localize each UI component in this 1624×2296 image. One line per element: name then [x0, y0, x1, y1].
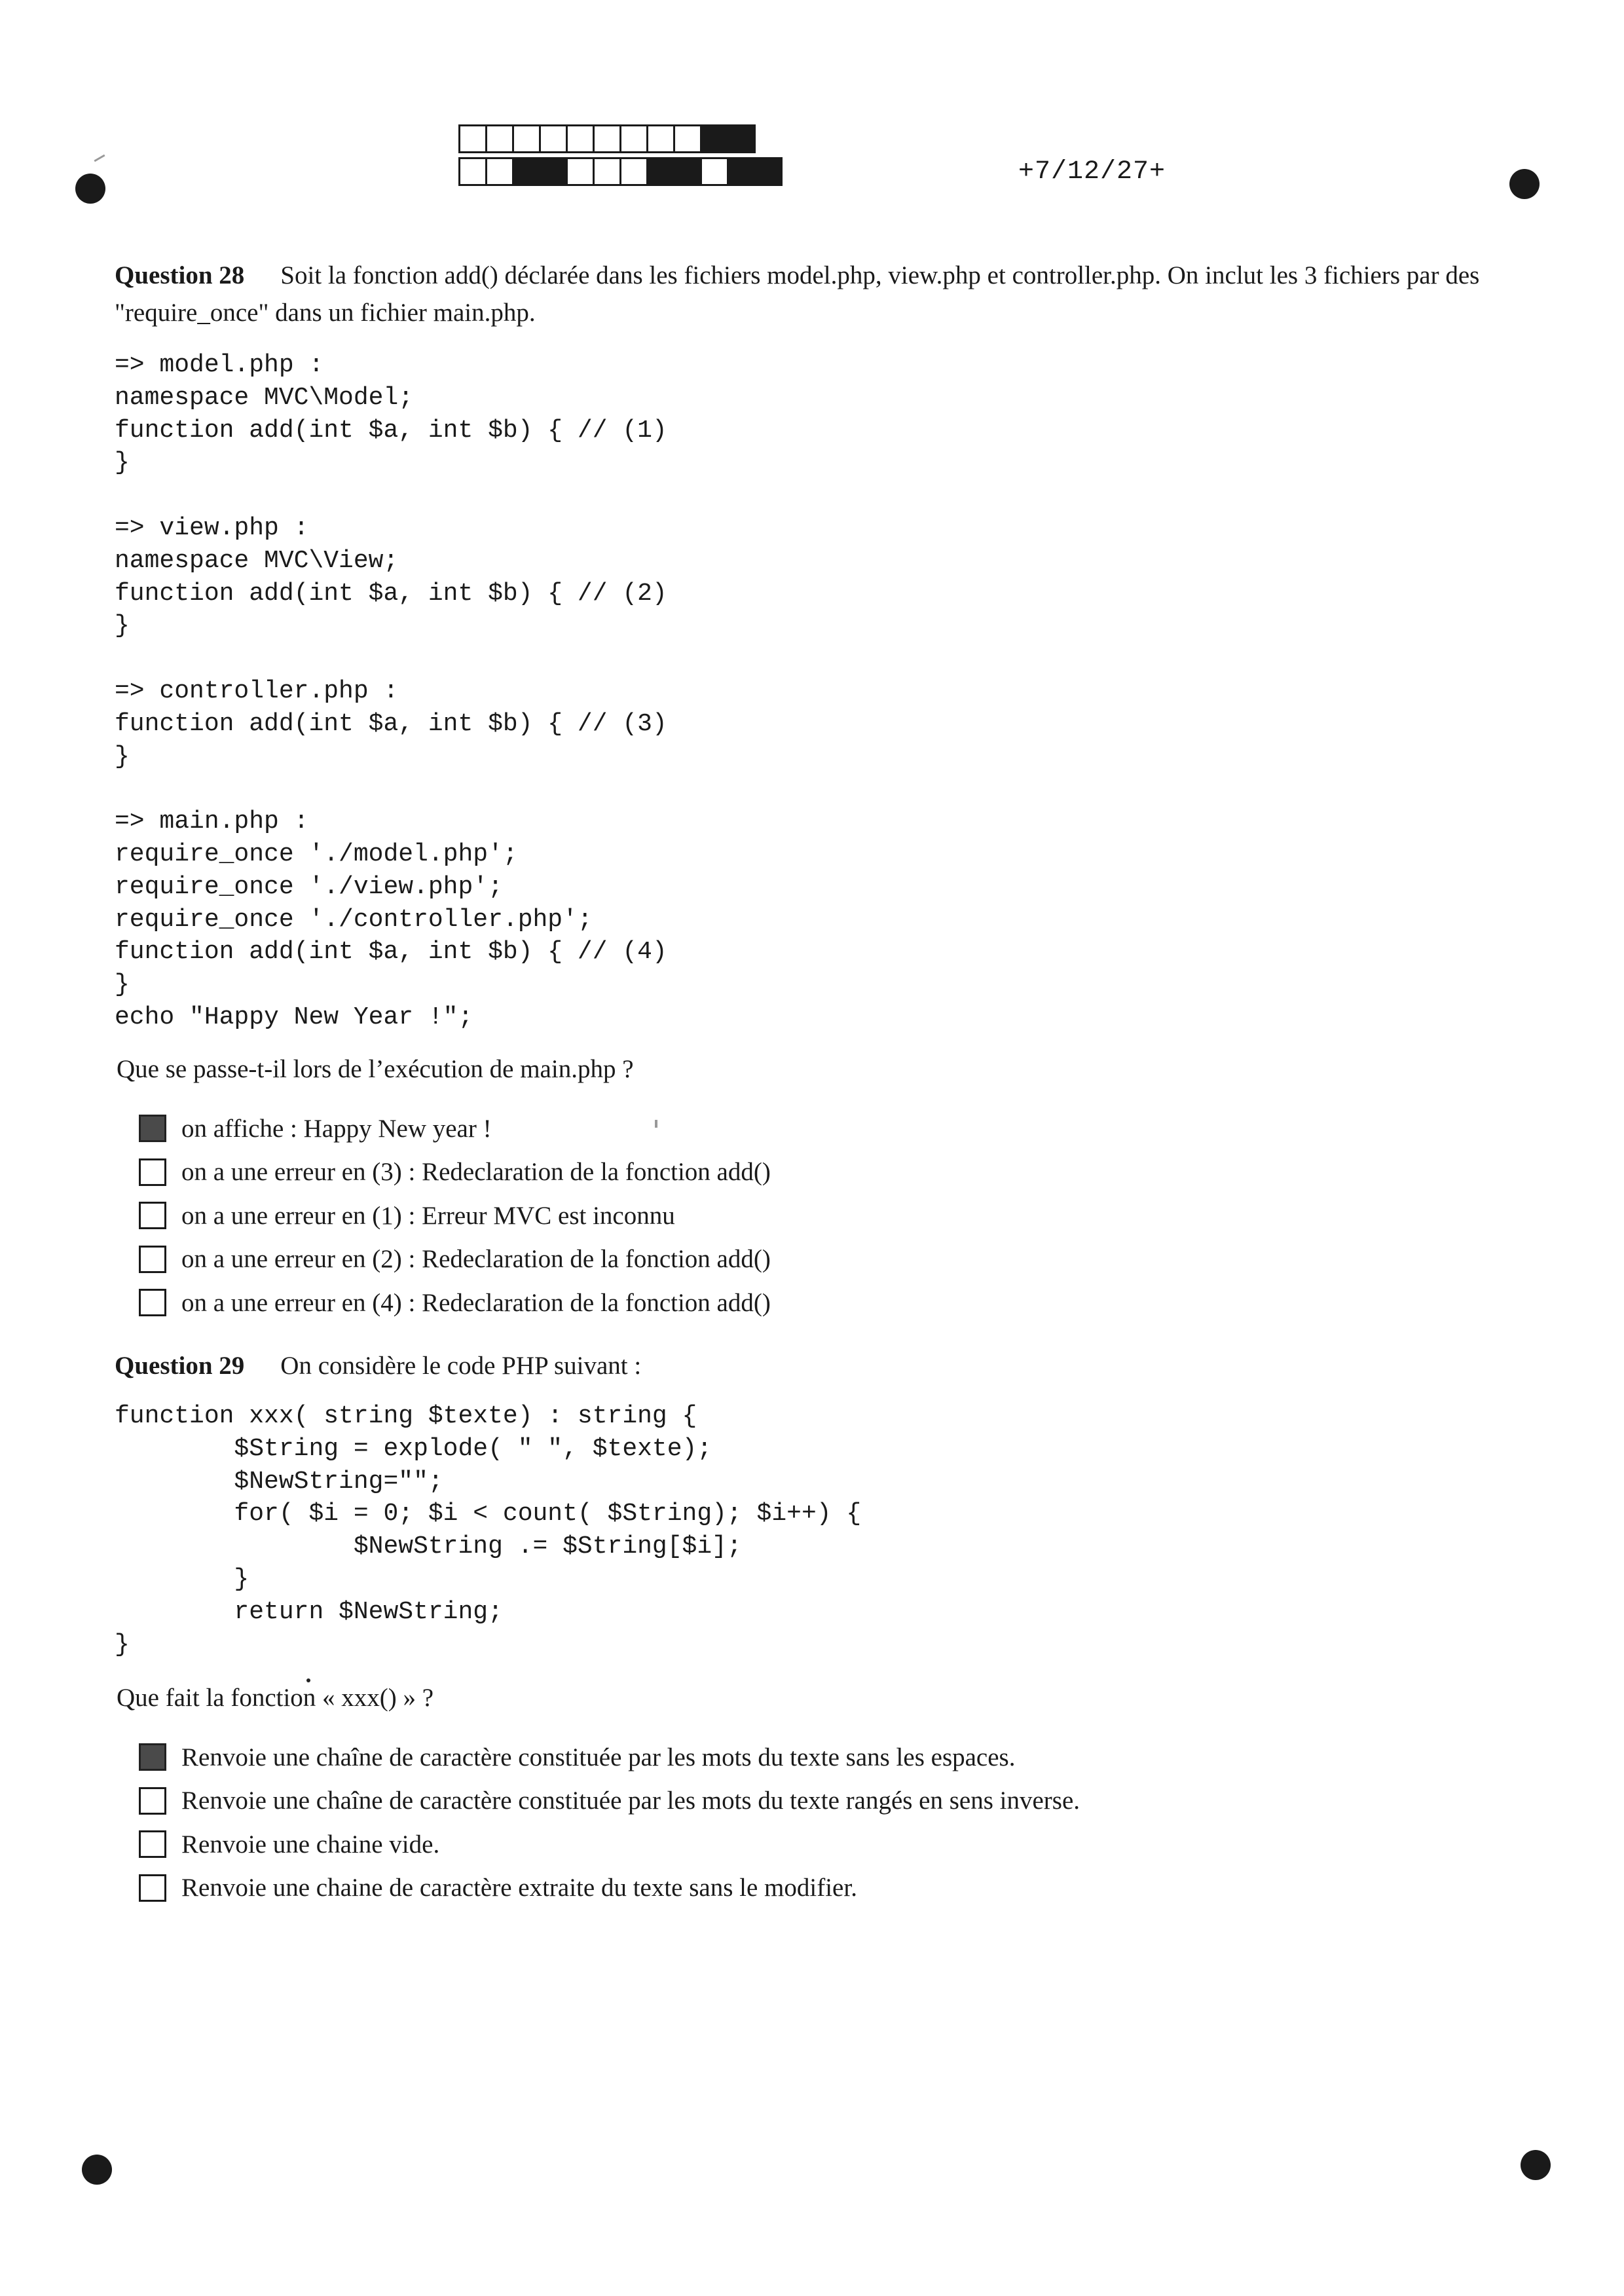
code-line: function add(int $a, int $b) { // (3)	[115, 709, 667, 738]
barcode-cell	[727, 157, 756, 186]
checkbox-checked[interactable]	[139, 1115, 166, 1142]
barcode-cell	[566, 124, 595, 153]
code-line	[115, 479, 667, 512]
code-line: namespace MVC\Model;	[115, 383, 414, 412]
code-line: }	[115, 742, 130, 771]
barcode-cell	[512, 124, 541, 153]
registration-mark-bottom-right	[1521, 2150, 1551, 2180]
question-28-header	[115, 257, 1516, 331]
registration-mark-bottom-left	[82, 2155, 112, 2185]
code-line: => main.php :	[115, 807, 309, 836]
checkbox[interactable]	[139, 1246, 166, 1273]
barcode-cell	[593, 124, 621, 153]
barcode-cell	[700, 124, 729, 153]
answer-option[interactable]	[139, 1735, 1080, 1779]
code-line: $NewString .= $String[$i];	[115, 1532, 742, 1561]
code-line: }	[115, 1565, 249, 1593]
checkbox[interactable]	[139, 1202, 166, 1229]
barcode-top	[458, 124, 754, 153]
code-line: => view.php :	[115, 513, 309, 542]
code-line: => controller.php :	[115, 676, 399, 705]
answer-option[interactable]	[139, 1238, 771, 1282]
answer-option[interactable]	[139, 1866, 1080, 1910]
q28-answer-options	[139, 1107, 771, 1325]
barcode-cell	[754, 157, 783, 186]
question-intro: Soit la fonction add() déclarée dans les fichiers model.php, view.php et controller.php. On inclut les 3 fichiers par des "require_once" dans un fichier main.php.	[115, 261, 1480, 327]
code-line: }	[115, 449, 130, 477]
code-line: return $NewString;	[115, 1597, 503, 1626]
barcode-cell	[619, 124, 648, 153]
answer-option-label: on a une erreur en (2) : Redeclaration de la fonction add()	[181, 1245, 771, 1274]
code-line: require_once './controller.php';	[115, 905, 593, 934]
barcode-cell	[539, 124, 568, 153]
barcode-cell	[593, 157, 621, 186]
answer-option-label: Renvoie une chaine vide.	[181, 1830, 440, 1859]
scan-speck	[655, 1120, 657, 1128]
registration-mark-top-left	[75, 174, 105, 204]
barcode-cell	[700, 157, 729, 186]
answer-option[interactable]	[139, 1779, 1080, 1823]
code-line: echo "Happy New Year !";	[115, 1003, 473, 1031]
code-line: for( $i = 0; $i < count( $String); $i++) {	[115, 1500, 862, 1528]
code-line: }	[115, 612, 130, 640]
barcode-cell	[539, 157, 568, 186]
answer-option-label: Renvoie une chaine de caractère extraite du texte sans le modifier.	[181, 1874, 857, 1902]
scan-speck	[306, 1678, 310, 1682]
code-line: namespace MVC\View;	[115, 546, 399, 575]
barcode-cell	[458, 124, 487, 153]
answer-option[interactable]	[139, 1823, 1080, 1866]
answer-option[interactable]	[139, 1281, 771, 1325]
barcode-cell	[673, 157, 702, 186]
barcode-cell	[646, 157, 675, 186]
checkbox-checked[interactable]	[139, 1743, 166, 1771]
barcode-bottom	[458, 157, 781, 186]
question-29-header	[115, 1347, 1516, 1384]
code-line: }	[115, 971, 130, 999]
page-identifier: +7/12/27+	[1018, 157, 1166, 187]
scan-speck	[94, 155, 105, 162]
barcode-cell	[512, 157, 541, 186]
code-line: $NewString="";	[115, 1467, 443, 1496]
question-number: Question 28	[115, 261, 245, 289]
code-line: => model.php :	[115, 351, 324, 379]
q29-code-block	[115, 1400, 861, 1661]
question-number: Question 29	[115, 1352, 245, 1380]
checkbox[interactable]	[139, 1289, 166, 1316]
barcode-cell	[727, 124, 756, 153]
answer-option-label: Renvoie une chaîne de caractère constituée par les mots du texte sans les espaces.	[181, 1743, 1016, 1771]
code-line: require_once './model.php';	[115, 840, 518, 868]
barcode-cell	[458, 157, 487, 186]
barcode-cell	[673, 124, 702, 153]
q28-code-block	[115, 349, 667, 1034]
barcode-cell	[646, 124, 675, 153]
answer-option[interactable]	[139, 1107, 771, 1151]
registration-mark-top-right	[1509, 169, 1540, 199]
code-line: $String = explode( " ", $texte);	[115, 1434, 712, 1463]
barcode-cell	[485, 124, 514, 153]
code-line: require_once './view.php';	[115, 872, 503, 901]
barcode-cell	[485, 157, 514, 186]
q29-answer-options	[139, 1735, 1080, 1910]
barcode-cell	[619, 157, 648, 186]
checkbox[interactable]	[139, 1158, 166, 1186]
answer-option-label: on a une erreur en (4) : Redeclaration de la fonction add()	[181, 1288, 771, 1317]
answer-option-label: on a une erreur en (3) : Redeclaration de la fonction add()	[181, 1158, 771, 1187]
answer-option-label: on a une erreur en (1) : Erreur MVC est inconnu	[181, 1201, 675, 1230]
code-line: function add(int $a, int $b) { // (2)	[115, 579, 667, 608]
answer-option[interactable]	[139, 1194, 771, 1238]
question-intro: On considère le code PHP suivant :	[280, 1352, 642, 1380]
code-line: }	[115, 1630, 130, 1659]
answer-option[interactable]	[139, 1151, 771, 1194]
checkbox[interactable]	[139, 1830, 166, 1858]
answer-option-label: on affiche : Happy New year !	[181, 1114, 492, 1143]
q29-prompt: Que fait la fonction « xxx() » ?	[117, 1684, 434, 1712]
checkbox[interactable]	[139, 1787, 166, 1815]
code-line: function add(int $a, int $b) { // (1)	[115, 416, 667, 445]
code-line: function xxx( string $texte) : string {	[115, 1402, 697, 1430]
barcode-cell	[566, 157, 595, 186]
code-line	[115, 773, 667, 805]
answer-option-label: Renvoie une chaîne de caractère constituée par les mots du texte rangés en sens inverse.	[181, 1787, 1080, 1815]
q28-prompt: Que se passe-t-il lors de l’exécution de main.php ?	[117, 1055, 634, 1083]
code-line: function add(int $a, int $b) { // (4)	[115, 938, 667, 967]
code-line	[115, 642, 667, 675]
checkbox[interactable]	[139, 1874, 166, 1902]
